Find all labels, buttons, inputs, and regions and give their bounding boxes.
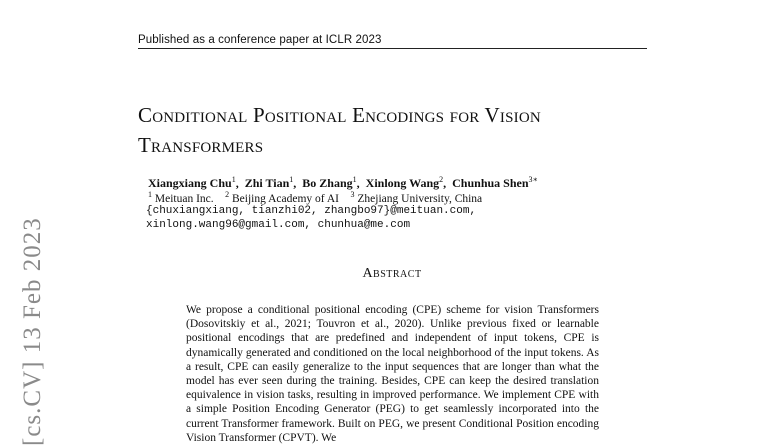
email-line: xinlong.wang96@gmail.com, chunhua@me.com: [146, 219, 411, 231]
affiliation: Zhejiang University, China: [357, 192, 483, 205]
author: Xinlong Wang: [365, 176, 440, 190]
affiliations: [148, 190, 482, 205]
abstract-text: We propose a conditional positional encoding (CPE) scheme for vision Transformers (Dosovitskiy et al., 2021; Touvron et al., 2020). Unlike previous fixed or learnable positional encodings that are predefined and independent of input tokens, CPE is dynamically generated and conditioned on the local neighborhood of the input tokens. As a result, CPE can easily generalize to the input sequences that are longer than what the model has ever seen during the training. Besides, CPE can keep the desired translation equivalence in vision tasks, resulting in improved performance. We implement CPE with a simple Position Encoding Generator (PEG) to get seamlessly incorporated into the current Transformer framework. Built on PEG, we present Conditional Position encoding Vision Transformer (CPVT). We: [186, 304, 599, 444]
affiliation: Meituan Inc.: [154, 192, 214, 205]
running-header: Published as a conference paper at ICLR 2023: [138, 34, 382, 46]
arxiv-watermark: [cs.CV] 13 Feb 2023: [19, 217, 46, 446]
email-line: {chuxiangxiang, tianzhi02, zhangbo97}@meituan.com,: [146, 205, 477, 217]
author-sup: 1: [231, 175, 236, 184]
header-rule: [138, 48, 647, 49]
author-sup: 1: [289, 175, 294, 184]
author: Xiangxiang Chu: [148, 176, 232, 190]
affiliation: Beijing Academy of AI: [232, 192, 340, 205]
author: Chunhua Shen: [452, 176, 529, 190]
author: Zhi Tian: [244, 176, 290, 190]
paper-title: Conditional Positional Encodings for Vision Transformers: [138, 103, 541, 157]
affil-sup: 3: [350, 190, 355, 199]
author-sup: 3∗: [528, 175, 538, 184]
author: Bo Zhang: [302, 176, 353, 190]
author-list: Xiangxiang Chu$^1$, Zhi Tian$^1$, Bo Zhang$^1$, Xinlong Wang$^2$, Chunhua Shen$^{3∗}$: [148, 175, 538, 190]
author-sup: 1: [352, 175, 357, 184]
author-sup: 2: [439, 175, 444, 184]
affil-sup: 1: [148, 190, 152, 199]
abstract-heading: Abstract: [362, 266, 422, 281]
affil-sup: 2: [225, 190, 230, 199]
